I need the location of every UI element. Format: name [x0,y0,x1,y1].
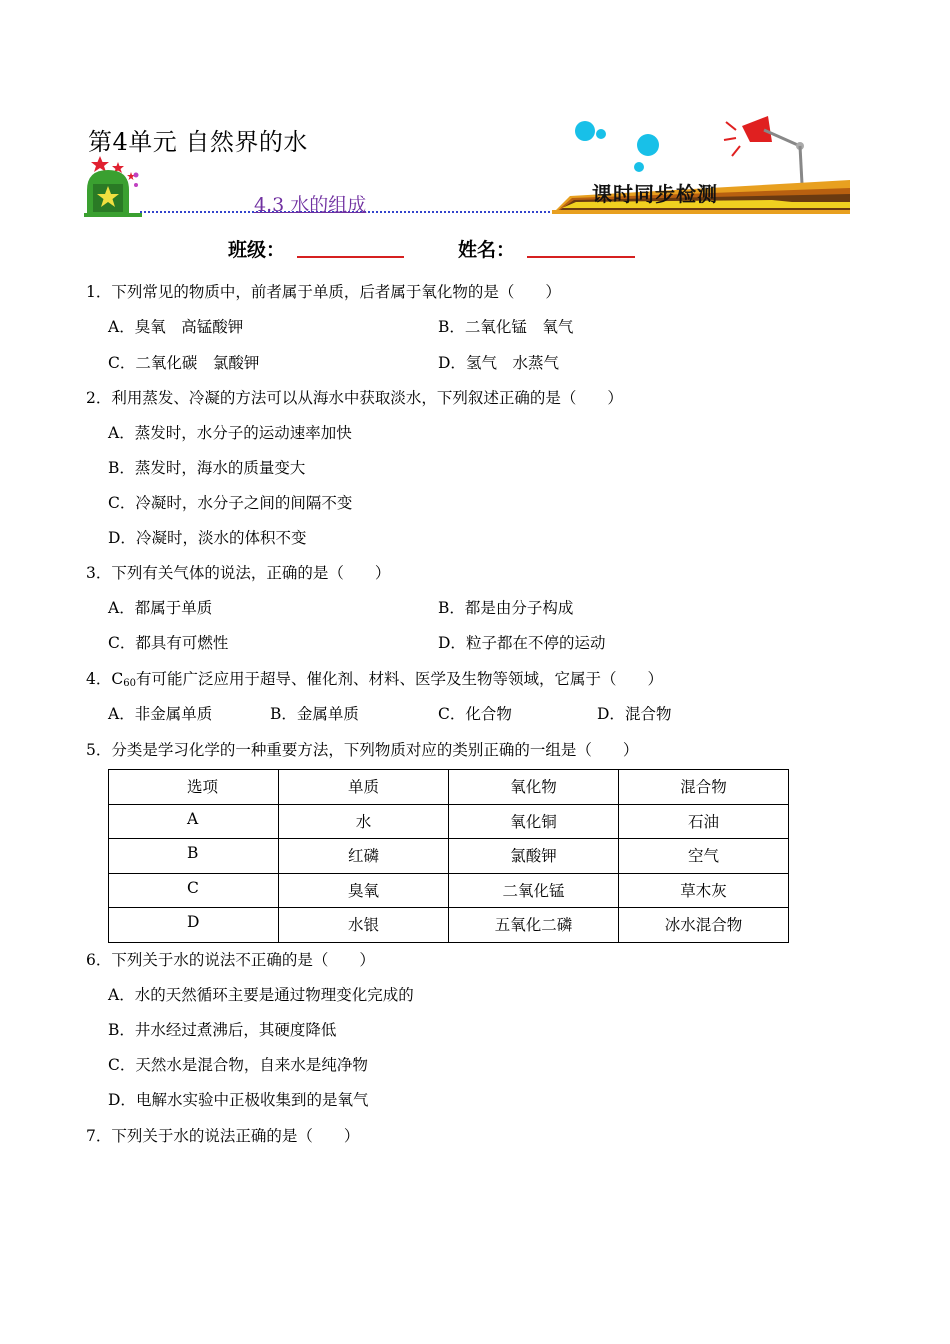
table-row [109,839,789,874]
table-cell: 二氧化锰 [449,873,619,908]
table-cell: C [109,873,279,908]
q2-option-c[interactable]: C．冷凝时，水分子之间的间隔不变 [108,494,353,512]
question-1: 1．下列常见的物质中，前者属于单质，后者属于氧化物的是（ ） [86,283,561,301]
table-cell: 氧化铜 [449,804,619,839]
dots-decoration-icon [130,170,142,200]
q3-option-b[interactable]: B．都是由分子构成 [438,599,574,617]
table-header: 单质 [279,770,449,805]
table-row [109,804,789,839]
class-label: 班级： [228,239,286,261]
name-field[interactable] [527,256,635,258]
table-cell: 石油 [619,804,789,839]
q1-option-c[interactable]: C．二氧化碳 氯酸钾 [108,354,260,372]
q1-option-d[interactable]: D．氢气 水蒸气 [438,354,559,372]
table-cell: D [109,908,279,943]
q4-option-c[interactable]: C．化合物 [438,705,512,723]
table-header: 氧化物 [449,770,619,805]
banner-text: 课时同步检测 [592,182,718,206]
q6-option-d[interactable]: D．电解水实验中正极收集到的是氧气 [108,1091,369,1109]
table-cell: 五氧化二磷 [449,908,619,943]
q6-option-c[interactable]: C．天然水是混合物，自来水是纯净物 [108,1056,368,1074]
table-cell: 水银 [279,908,449,943]
table-cell: 水 [279,804,449,839]
table-row [109,873,789,908]
q6-option-b[interactable]: B．井水经过煮沸后，其硬度降低 [108,1021,337,1039]
question-4: 4．$C_{60}$有可能广泛应用于超导、催化剂、材料、医学及生物等领域，它属于（ ） [86,670,663,689]
q3-option-c[interactable]: C．都具有可燃性 [108,634,229,652]
table-cell: A [109,804,279,839]
q3-option-d[interactable]: D．粒子都在不停的运动 [438,634,606,652]
table-cell: 冰水混合物 [619,908,789,943]
table-cell: 空气 [619,839,789,874]
q4-option-d[interactable]: D．混合物 [597,705,672,723]
q2-option-a[interactable]: A．蒸发时，水分子的运动速率加快 [108,424,352,442]
q4-option-a[interactable]: A．非金属单质 [108,705,213,723]
class-field[interactable] [297,256,404,258]
question-5: 5．分类是学习化学的一种重要方法，下列物质对应的类别正确的一组是（ ） [86,741,639,759]
table-header: 混合物 [619,770,789,805]
q6-option-a[interactable]: A．水的天然循环主要是通过物理变化完成的 [108,986,414,1004]
table-cell: 草木灰 [619,873,789,908]
table-cell: 臭氧 [279,873,449,908]
table-header: 选项 [109,770,279,805]
bubbles-icon [568,115,668,185]
table-cell: 红磷 [279,839,449,874]
question-6: 6．下列关于水的说法不正确的是（ ） [86,951,375,969]
table-row [109,908,789,943]
q1-option-a[interactable]: A．臭氧 高锰酸钾 [108,318,244,336]
question-2: 2．利用蒸发、冷凝的方法可以从海水中获取淡水，下列叙述正确的是（ ） [86,389,623,407]
lesson-title: 4.3 水的组成 [254,194,367,216]
table-cell: 氯酸钾 [449,839,619,874]
table-cell: B [109,839,279,874]
table-header-row [109,770,789,805]
unit-title: 第4单元 自然界的水 [88,128,308,156]
classification-table [108,769,789,943]
q4-option-b[interactable]: B．金属单质 [270,705,359,723]
q1-option-b[interactable]: B．二氧化锰 氧气 [438,318,574,336]
q2-option-d[interactable]: D．冷凝时，淡水的体积不变 [108,529,307,547]
question-3: 3．下列有关气体的说法，正确的是（ ） [86,564,391,582]
question-7: 7．下列关于水的说法正确的是（ ） [86,1127,360,1145]
name-label: 姓名： [458,239,516,261]
q2-option-b[interactable]: B．蒸发时，海水的质量变大 [108,459,306,477]
q3-option-a[interactable]: A．都属于单质 [108,599,213,617]
